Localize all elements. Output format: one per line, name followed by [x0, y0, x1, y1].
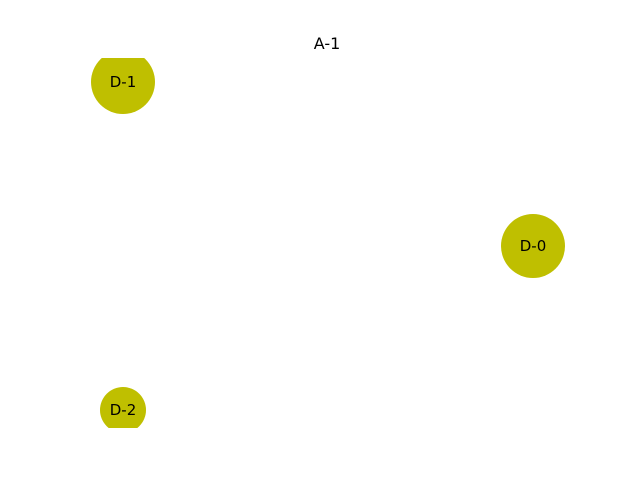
node-d-0-label: D-0 [519, 237, 547, 255]
node-d-2[interactable] [100, 387, 146, 433]
node-d-1[interactable] [91, 50, 155, 114]
graph-title: A-1 [313, 34, 341, 53]
node-d-0[interactable] [501, 214, 565, 278]
node-d-1-label: D-1 [109, 73, 137, 91]
node-d-2-label: D-2 [109, 401, 137, 419]
